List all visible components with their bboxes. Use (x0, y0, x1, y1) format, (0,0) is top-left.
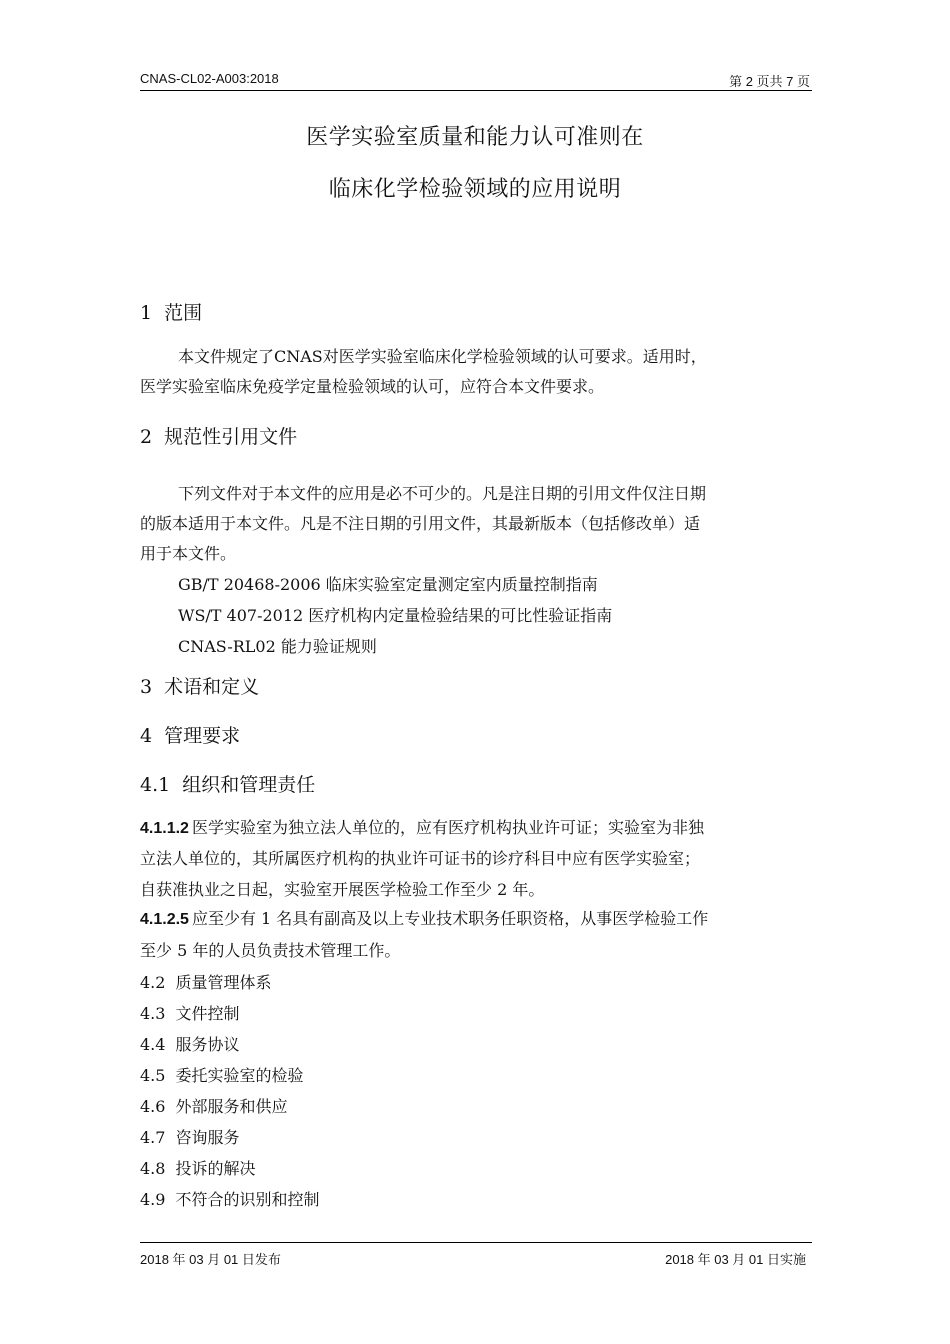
section-heading-4 (140, 721, 240, 748)
subsection-heading (140, 1125, 239, 1148)
document-title-line2: 临床化学检验领域的应用说明 (328, 177, 622, 202)
subsection-heading (140, 1001, 239, 1024)
section-heading-2 (140, 422, 297, 449)
section-heading-3 (140, 672, 259, 699)
reference-item: WS/T 407-2012 医疗机构内定量检验结果的可比性验证指南 (178, 606, 613, 625)
subsection-title: 不符合的识别和控制 (175, 1190, 320, 1209)
section-number: 4 (140, 725, 153, 747)
section-number: 4.1 (140, 774, 171, 796)
section-title: 规范性引用文件 (164, 426, 298, 448)
paragraph-line: 自获准执业之日起，实验室开展医学检验工作至少 2 年。 (140, 880, 545, 899)
paragraph-line: 立法人单位的，其所属医疗机构的执业许可证书的诊疗科目中应有医学实验室； (140, 849, 701, 868)
subsection-heading (140, 1063, 303, 1086)
clause-number: 4.1.1.2 (140, 820, 189, 837)
subsection-heading (140, 1187, 319, 1210)
subsection-heading (140, 970, 271, 993)
clause-4-1-1-2 (140, 815, 704, 838)
subsection-number: 4.3 (140, 1004, 166, 1023)
section-title: 术语和定义 (164, 676, 260, 698)
page-header (140, 70, 812, 91)
section-title: 组织和管理责任 (182, 774, 316, 796)
subsection-title: 外部服务和供应 (175, 1097, 288, 1116)
subsection-title: 服务协议 (175, 1035, 240, 1054)
paragraph-line: 医学实验室临床免疫学定量检验领域的认可，应符合本文件要求。 (140, 377, 605, 396)
reference-item: GB/T 20468-2006 临床实验室定量测定室内质量控制指南 (178, 575, 598, 594)
page-footer (140, 1242, 812, 1269)
reference-item: CNAS-RL02 能力验证规则 (178, 637, 377, 656)
section-number: 2 (140, 426, 153, 448)
section-heading-1 (140, 298, 202, 325)
subsection-title: 委托实验室的检验 (175, 1066, 304, 1085)
subsection-heading (140, 1156, 255, 1179)
section-title: 范围 (164, 302, 203, 324)
section-title: 管理要求 (164, 725, 241, 747)
subsection-title: 文件控制 (175, 1004, 240, 1023)
doc-code: CNAS-CL02-A003:2018 (140, 71, 279, 86)
subsection-number: 4.6 (140, 1097, 166, 1116)
subsection-number: 4.9 (140, 1190, 166, 1209)
subsection-number: 4.8 (140, 1159, 166, 1178)
page-info: 第 2 页共 7 页 (729, 74, 810, 89)
subsection-number: 4.5 (140, 1066, 166, 1085)
issue-date: 2018 年 03 月 01 日发布 (140, 1252, 281, 1267)
subsection-heading (140, 1032, 239, 1055)
document-title-line1: 医学实验室质量和能力认可准则在 (306, 125, 644, 150)
section-number: 1 (140, 302, 153, 324)
section-heading-4-1 (140, 770, 315, 797)
subsection-number: 4.7 (140, 1128, 166, 1147)
clause-text: 应至少有 1 名具有副高及以上专业技术职务任职资格，从事医学检验工作 (191, 909, 709, 928)
subsection-title: 投诉的解决 (175, 1159, 256, 1178)
clause-number: 4.1.2.5 (140, 911, 189, 928)
subsection-heading (140, 1094, 287, 1117)
subsection-number: 4.2 (140, 973, 166, 992)
paragraph-line: 至少 5 年的人员负责技术管理工作。 (140, 941, 401, 960)
paragraph-line: 下列文件对于本文件的应用是必不可少的。凡是注日期的引用文件仅注日期 (178, 484, 707, 503)
clause-4-1-2-5 (140, 906, 708, 929)
paragraph-line: 本文件规定了CNAS对医学实验室临床化学检验领域的认可要求。适用时， (178, 347, 707, 366)
effective-date: 2018 年 03 月 01 日实施 (665, 1252, 806, 1267)
section-number: 3 (140, 676, 153, 698)
subsection-title: 咨询服务 (175, 1128, 240, 1147)
subsection-number: 4.4 (140, 1035, 166, 1054)
clause-text: 医学实验室为独立法人单位的，应有医疗机构执业许可证；实验室为非独 (191, 818, 704, 837)
paragraph-line: 的版本适用于本文件。凡是不注日期的引用文件，其最新版本（包括修改单）适 (140, 514, 701, 533)
paragraph-line: 用于本文件。 (140, 544, 237, 563)
subsection-title: 质量管理体系 (175, 973, 272, 992)
